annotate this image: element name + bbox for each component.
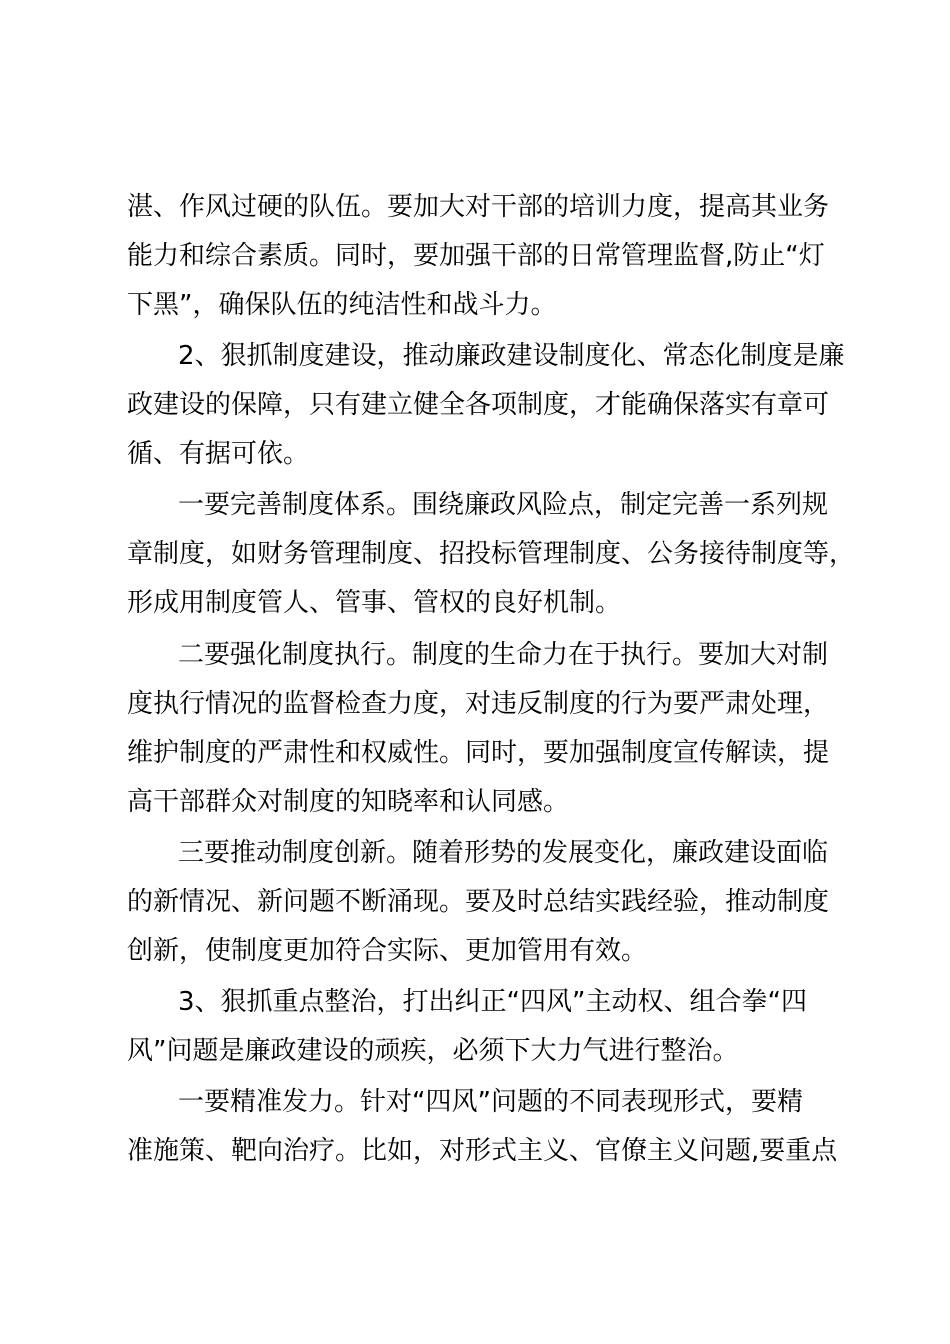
text-line: 2、狠抓制度建设，推动廉政建设制度化、常态化制度是廉 (178, 341, 845, 371)
text-line: 循、有据可依。 (127, 439, 310, 469)
text-line: 湛、作风过硬的队伍。要加大对干部的培训力度，提高其业务 (127, 192, 830, 222)
text-line: 维护制度的严肃性和权威性。同时，要加强制度宣传解读，提 (127, 738, 830, 768)
text-line: 一要精准发力。针对“四风”问题的不同表现形式，要精 (178, 1087, 803, 1117)
text-line: 三要推动制度创新。随着形势的发展变化，廉政建设面临 (178, 838, 829, 868)
text-line: 度执行情况的监督检查力度，对违反制度的行为要严肃处理， (127, 689, 830, 719)
text-line: 准施策、靶向治疗。比如，对形式主义、官僚主义问题,要重点 (127, 1136, 838, 1166)
text-line: 风”问题是廉政建设的顽疾，必须下大力气进行整治。 (127, 1036, 739, 1066)
text-line: 的新情况、新问题不断涌现。要及时总结实践经验，推动制度 (127, 887, 830, 917)
text-line: 高干部群众对制度的知晓率和认同感。 (127, 787, 570, 817)
text-line: 3、狠抓重点整治，打出纠正“四风”主动权、组合拳“四 (178, 987, 807, 1017)
text-line: 政建设的保障，只有建立健全各项制度，才能确保落实有章可 (127, 390, 830, 420)
text-line: 能力和综合素质。同时，要加强干部的日常管理监督,防止“灯 (127, 241, 825, 271)
text-line: 章制度，如财务管理制度、招投标管理制度、公务接待制度等， (127, 539, 856, 569)
text-line: 形成用制度管人、管事、管权的良好机制。 (127, 588, 622, 618)
text-line: 一要完善制度体系。围绕廉政风险点，制定完善一系列规 (178, 490, 829, 520)
text-line: 二要强化制度执行。制度的生命力在于执行。要加大对制 (178, 640, 829, 670)
text-line: 创新，使制度更加符合实际、更加管用有效。 (127, 936, 648, 966)
text-line: 下黑”，确保队伍的纯洁性和战斗力。 (127, 290, 557, 320)
